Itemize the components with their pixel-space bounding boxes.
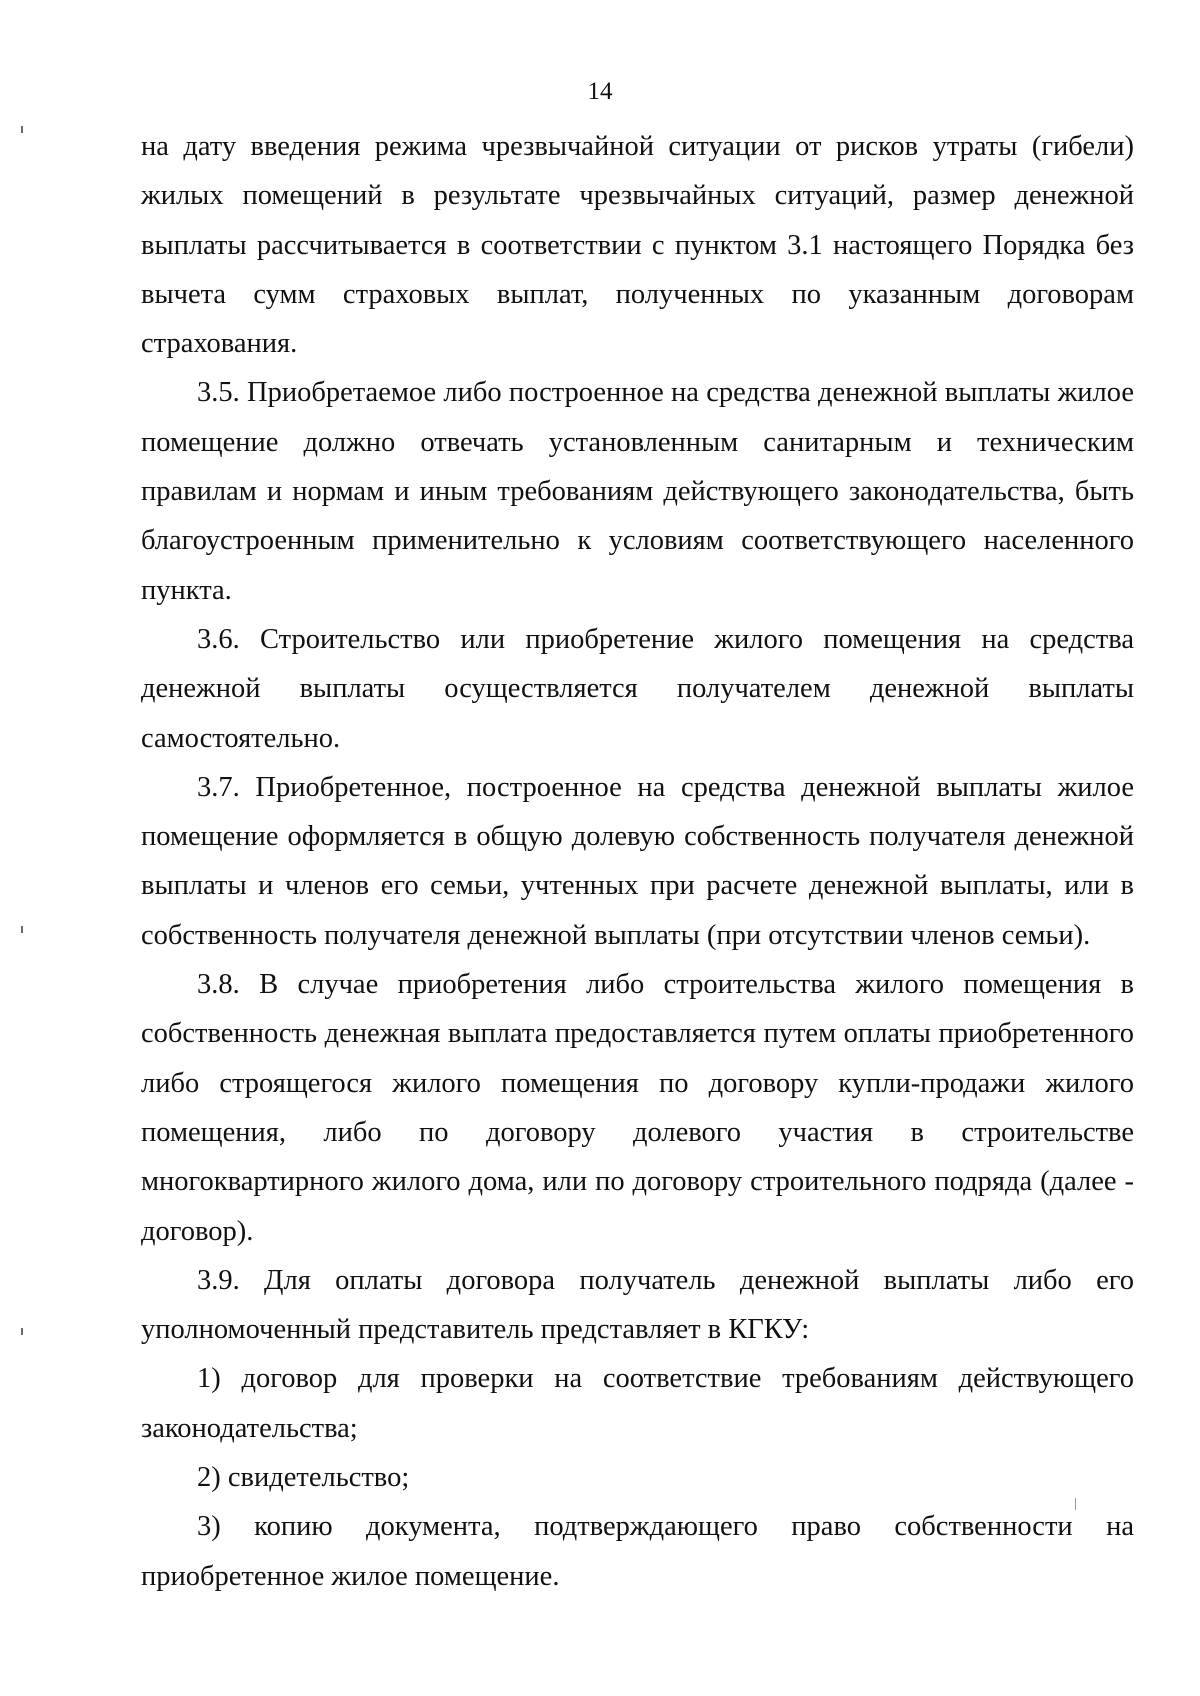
list-item-3: 3) копию документа, подтверждающего право собственности на приобретенное жилое помещение. [141,1511,1134,1592]
paragraph-3-5: 3.5. Приобретаемое либо построенное на средства денежной выплаты жилое помещение должно отвечать установленным санитарным и техническим правилам и нормам и иным требованиям действующего законодательства, быть благоустроенным применительно к условиям соответствующего населенного пункта. [141,377,1134,606]
paragraph-continuation: на дату введения режима чрезвычайной ситуации от рисков утраты (гибели) жилых помещений в результате чрезвычайных ситуаций, размер денежной выплаты рассчитывается в соответствии с пунктом 3.1 настоящего Порядка без вычета сумм страховых выплат, полученных по указанным договорам страхования. [141,131,1134,360]
page-number: 14 [587,78,613,105]
list-item-2: 2) свидетельство; [197,1462,410,1494]
scan-margin-mark [21,126,23,133]
scan-margin-mark [1075,1498,1076,1510]
list-item-1: 1) договор для проверки на соответствие требованиям действующего законодательства; [141,1363,1134,1444]
paragraph-3-7: 3.7. Приобретенное, построенное на средства денежной выплаты жилое помещение оформляется в общую долевую собственность получателя денежной выплаты и членов его семьи, учтенных при расчете денежной выплаты, или в собственность получателя денежной выплаты (при отсутствии членов семьи). [141,771,1134,951]
paragraph-3-9: 3.9. Для оплаты договора получатель денежной выплаты либо его уполномоченный представитель представляет в КГКУ: [141,1264,1134,1346]
scan-margin-mark [21,926,23,933]
scan-margin-mark [21,1328,23,1335]
paragraph-3-6: 3.6. Строительство или приобретение жилого помещения на средства денежной выплаты осуществляется получателем денежной выплаты самостоятельно. [141,623,1134,754]
document-body [141,122,1134,1601]
paragraph-3-8: 3.8. В случае приобретения либо строительства жилого помещения в собственность денежная выплата предоставляется путем оплаты приобретенного либо строящегося жилого помещения по договору купли-продажи жилого помещения, либо по договору долевого участия в строительстве многоквартирного жилого дома, или по договору строительного подряда (далее - договор). [141,969,1134,1247]
